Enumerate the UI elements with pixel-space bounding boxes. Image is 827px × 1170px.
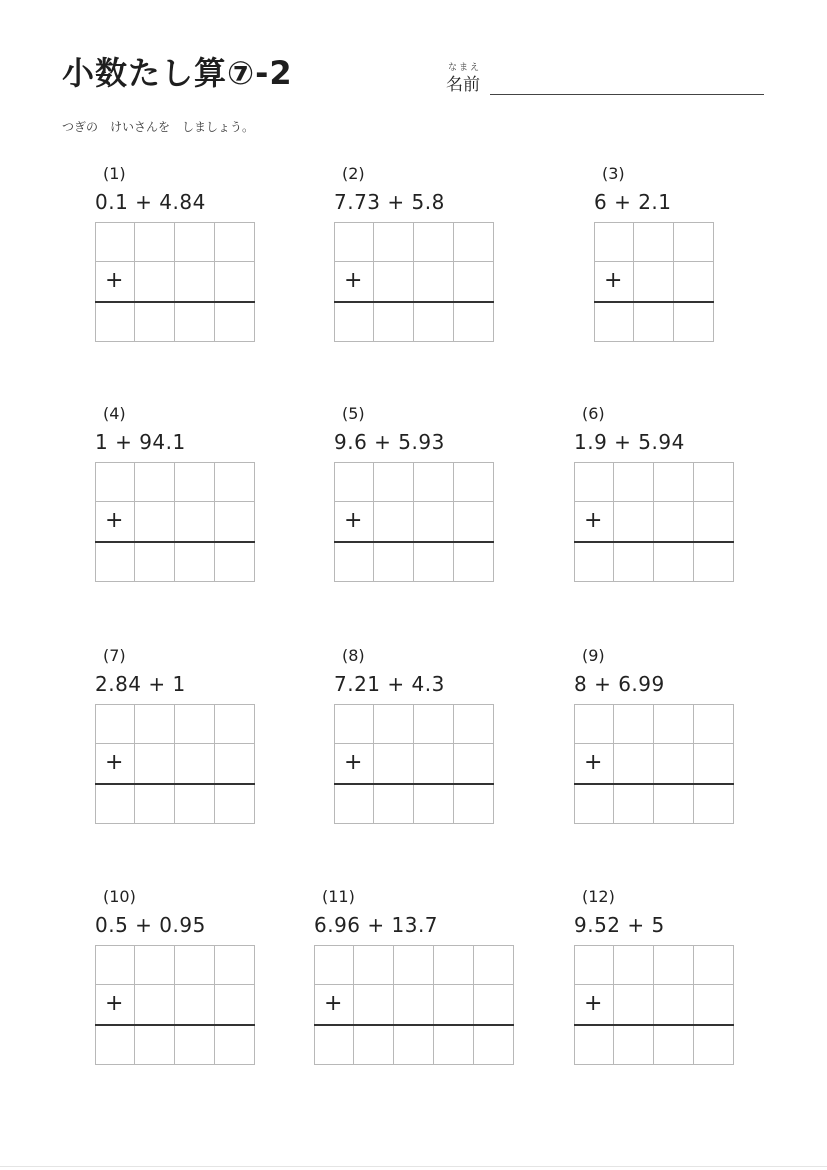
grid-cell[interactable]: [334, 222, 374, 262]
name-label: 名前: [446, 75, 480, 95]
page-bottom-divider: [0, 1166, 827, 1167]
plus-sign: +: [105, 268, 124, 293]
grid-cell[interactable]: [95, 541, 135, 582]
grid-cell[interactable]: [134, 945, 175, 985]
grid-cell[interactable]: [214, 984, 255, 1025]
problem-number: (4): [103, 404, 126, 423]
problem-expression: 7.73 + 5.8: [334, 190, 445, 214]
worksheet-title: 小数たし算⑦-2: [62, 54, 293, 92]
grid-cell[interactable]: [393, 984, 434, 1025]
problem-expression: 7.21 + 4.3: [334, 672, 445, 696]
grid-cell[interactable]: [134, 1024, 175, 1065]
sum-rule-line: [95, 1024, 255, 1026]
grid-cell[interactable]: [95, 945, 135, 985]
grid-cell[interactable]: [95, 222, 135, 262]
problem-number: (5): [342, 404, 365, 423]
problem-number: (7): [103, 646, 126, 665]
grid-cell[interactable]: [613, 541, 654, 582]
answer-grid: [95, 222, 255, 342]
problem-expression: 8 + 6.99: [574, 672, 665, 696]
grid-cell[interactable]: [334, 704, 374, 744]
grid-cell[interactable]: [174, 783, 215, 824]
grid-cell[interactable]: [393, 1024, 434, 1065]
grid-cell[interactable]: [594, 222, 634, 262]
plus-sign: +: [344, 508, 363, 533]
grid-cell[interactable]: [134, 984, 175, 1025]
grid-cell[interactable]: [334, 541, 374, 582]
problem-expression: 9.6 + 5.93: [334, 430, 445, 454]
grid-cell[interactable]: [613, 743, 654, 784]
grid-cell[interactable]: [373, 301, 414, 342]
grid-cell[interactable]: [673, 222, 714, 262]
sum-rule-line: [95, 301, 255, 303]
grid-cell[interactable]: [613, 501, 654, 542]
plus-sign: +: [584, 750, 603, 775]
grid-cell[interactable]: [174, 301, 215, 342]
plus-sign: +: [344, 750, 363, 775]
problem-expression: 6.96 + 13.7: [314, 913, 439, 937]
grid-cell[interactable]: [373, 222, 414, 262]
grid-cell[interactable]: [174, 945, 215, 985]
grid-cell[interactable]: [334, 462, 374, 502]
grid-cell[interactable]: [393, 945, 434, 985]
sum-rule-line: [574, 541, 734, 543]
problem-number: (3): [602, 164, 625, 183]
grid-cell[interactable]: [413, 462, 454, 502]
grid-cell[interactable]: [174, 704, 215, 744]
answer-grid: [594, 222, 714, 342]
grid-cell[interactable]: [353, 945, 394, 985]
grid-cell[interactable]: [134, 301, 175, 342]
grid-cell[interactable]: [134, 783, 175, 824]
grid-cell[interactable]: [613, 945, 654, 985]
problem-number: (8): [342, 646, 365, 665]
grid-cell[interactable]: [174, 743, 215, 784]
problem-expression: 9.52 + 5: [574, 913, 665, 937]
answer-grid: [95, 704, 255, 824]
grid-cell[interactable]: [613, 462, 654, 502]
grid-cell[interactable]: [214, 1024, 255, 1065]
grid-cell[interactable]: [453, 222, 494, 262]
grid-cell[interactable]: [453, 541, 494, 582]
grid-cell[interactable]: [95, 783, 135, 824]
grid-cell[interactable]: [214, 743, 255, 784]
grid-cell[interactable]: [574, 1024, 614, 1065]
sum-rule-line: [594, 301, 714, 303]
answer-grid: [334, 704, 494, 824]
grid-cell[interactable]: [413, 783, 454, 824]
grid-cell[interactable]: [453, 704, 494, 744]
plus-sign: +: [584, 991, 603, 1016]
grid-cell[interactable]: [613, 984, 654, 1025]
grid-cell[interactable]: [433, 945, 474, 985]
grid-cell[interactable]: [314, 1024, 354, 1065]
grid-cell[interactable]: [693, 541, 734, 582]
grid-cell[interactable]: [693, 984, 734, 1025]
grid-cell[interactable]: [214, 704, 255, 744]
grid-cell[interactable]: [453, 261, 494, 302]
problem-number: (1): [103, 164, 126, 183]
sum-rule-line: [574, 1024, 734, 1026]
answer-grid: [95, 462, 255, 582]
plus-sign: +: [105, 508, 124, 533]
grid-cell[interactable]: [95, 1024, 135, 1065]
grid-cell[interactable]: [653, 1024, 694, 1065]
problem-expression: 0.1 + 4.84: [95, 190, 206, 214]
sum-rule-line: [95, 541, 255, 543]
grid-cell[interactable]: [653, 462, 694, 502]
name-ruby: なまえ: [448, 63, 482, 73]
grid-cell[interactable]: [334, 783, 374, 824]
grid-cell[interactable]: [214, 501, 255, 542]
grid-cell[interactable]: [214, 261, 255, 302]
grid-cell[interactable]: [95, 462, 135, 502]
grid-cell[interactable]: [134, 501, 175, 542]
problem-expression: 6 + 2.1: [594, 190, 672, 214]
answer-grid: [574, 704, 734, 824]
grid-cell[interactable]: [214, 222, 255, 262]
grid-cell[interactable]: [693, 704, 734, 744]
grid-cell[interactable]: [574, 945, 614, 985]
grid-cell[interactable]: [373, 783, 414, 824]
grid-cell[interactable]: [373, 704, 414, 744]
sum-rule-line: [334, 301, 494, 303]
grid-cell[interactable]: [353, 984, 394, 1025]
problem-expression: 0.5 + 0.95: [95, 913, 206, 937]
grid-cell[interactable]: [613, 783, 654, 824]
sum-rule-line: [314, 1024, 514, 1026]
grid-cell[interactable]: [693, 501, 734, 542]
plus-sign: +: [604, 268, 623, 293]
sum-rule-line: [334, 541, 494, 543]
grid-cell[interactable]: [174, 261, 215, 302]
grid-cell[interactable]: [693, 462, 734, 502]
grid-cell[interactable]: [653, 704, 694, 744]
grid-cell[interactable]: [453, 301, 494, 342]
plus-sign: +: [105, 991, 124, 1016]
name-write-line[interactable]: [490, 94, 764, 95]
grid-cell[interactable]: [413, 743, 454, 784]
grid-cell[interactable]: [95, 704, 135, 744]
grid-cell[interactable]: [433, 984, 474, 1025]
grid-cell[interactable]: [95, 301, 135, 342]
grid-cell[interactable]: [214, 541, 255, 582]
grid-cell[interactable]: [373, 743, 414, 784]
grid-cell[interactable]: [633, 301, 674, 342]
plus-sign: +: [324, 991, 343, 1016]
grid-cell[interactable]: [174, 984, 215, 1025]
grid-cell[interactable]: [373, 541, 414, 582]
sum-rule-line: [574, 783, 734, 785]
grid-cell[interactable]: [653, 541, 694, 582]
problem-expression: 1 + 94.1: [95, 430, 186, 454]
answer-grid: [574, 462, 734, 582]
grid-cell[interactable]: [174, 541, 215, 582]
problem-expression: 1.9 + 5.94: [574, 430, 685, 454]
problem-number: (10): [103, 887, 136, 906]
grid-cell[interactable]: [453, 783, 494, 824]
grid-cell[interactable]: [693, 1024, 734, 1065]
plus-sign: +: [105, 750, 124, 775]
grid-cell[interactable]: [574, 704, 614, 744]
grid-cell[interactable]: [373, 462, 414, 502]
grid-cell[interactable]: [693, 783, 734, 824]
grid-cell[interactable]: [214, 301, 255, 342]
grid-cell[interactable]: [574, 541, 614, 582]
grid-cell[interactable]: [693, 743, 734, 784]
grid-cell[interactable]: [134, 704, 175, 744]
grid-cell[interactable]: [134, 743, 175, 784]
grid-cell[interactable]: [473, 945, 514, 985]
grid-cell[interactable]: [653, 501, 694, 542]
grid-cell[interactable]: [653, 743, 694, 784]
grid-cell[interactable]: [633, 261, 674, 302]
answer-grid: [334, 462, 494, 582]
answer-grid: [314, 945, 514, 1065]
problem-number: (6): [582, 404, 605, 423]
grid-cell[interactable]: [653, 945, 694, 985]
answer-grid: [334, 222, 494, 342]
answer-grid: [95, 945, 255, 1065]
plus-sign: +: [584, 508, 603, 533]
plus-sign: +: [344, 268, 363, 293]
grid-cell[interactable]: [214, 945, 255, 985]
grid-cell[interactable]: [453, 743, 494, 784]
grid-cell[interactable]: [673, 301, 714, 342]
answer-grid: [574, 945, 734, 1065]
grid-cell[interactable]: [134, 541, 175, 582]
grid-cell[interactable]: [413, 704, 454, 744]
grid-cell[interactable]: [413, 222, 454, 262]
problem-number: (12): [582, 887, 615, 906]
grid-cell[interactable]: [473, 984, 514, 1025]
problem-number: (2): [342, 164, 365, 183]
grid-cell[interactable]: [134, 261, 175, 302]
grid-cell[interactable]: [373, 501, 414, 542]
grid-cell[interactable]: [633, 222, 674, 262]
grid-cell[interactable]: [453, 462, 494, 502]
grid-cell[interactable]: [574, 783, 614, 824]
problem-number: (11): [322, 887, 355, 906]
grid-cell[interactable]: [314, 945, 354, 985]
grid-cell[interactable]: [174, 462, 215, 502]
problem-expression: 2.84 + 1: [95, 672, 186, 696]
sum-rule-line: [334, 783, 494, 785]
grid-cell[interactable]: [214, 783, 255, 824]
grid-cell[interactable]: [574, 462, 614, 502]
grid-cell[interactable]: [413, 501, 454, 542]
grid-cell[interactable]: [453, 501, 494, 542]
grid-cell[interactable]: [134, 222, 175, 262]
grid-cell[interactable]: [174, 1024, 215, 1065]
grid-cell[interactable]: [174, 222, 215, 262]
grid-cell[interactable]: [653, 783, 694, 824]
grid-cell[interactable]: [353, 1024, 394, 1065]
grid-cell[interactable]: [214, 462, 255, 502]
grid-cell[interactable]: [613, 704, 654, 744]
grid-cell[interactable]: [433, 1024, 474, 1065]
grid-cell[interactable]: [473, 1024, 514, 1065]
instruction-text: つぎの けいさんを しましょう。: [62, 120, 255, 134]
sum-rule-line: [95, 783, 255, 785]
grid-cell[interactable]: [413, 541, 454, 582]
grid-cell[interactable]: [673, 261, 714, 302]
grid-cell[interactable]: [613, 1024, 654, 1065]
grid-cell[interactable]: [334, 301, 374, 342]
grid-cell[interactable]: [653, 984, 694, 1025]
grid-cell[interactable]: [413, 301, 454, 342]
grid-cell[interactable]: [134, 462, 175, 502]
grid-cell[interactable]: [174, 501, 215, 542]
grid-cell[interactable]: [373, 261, 414, 302]
grid-cell[interactable]: [413, 261, 454, 302]
grid-cell[interactable]: [693, 945, 734, 985]
problem-number: (9): [582, 646, 605, 665]
grid-cell[interactable]: [594, 301, 634, 342]
